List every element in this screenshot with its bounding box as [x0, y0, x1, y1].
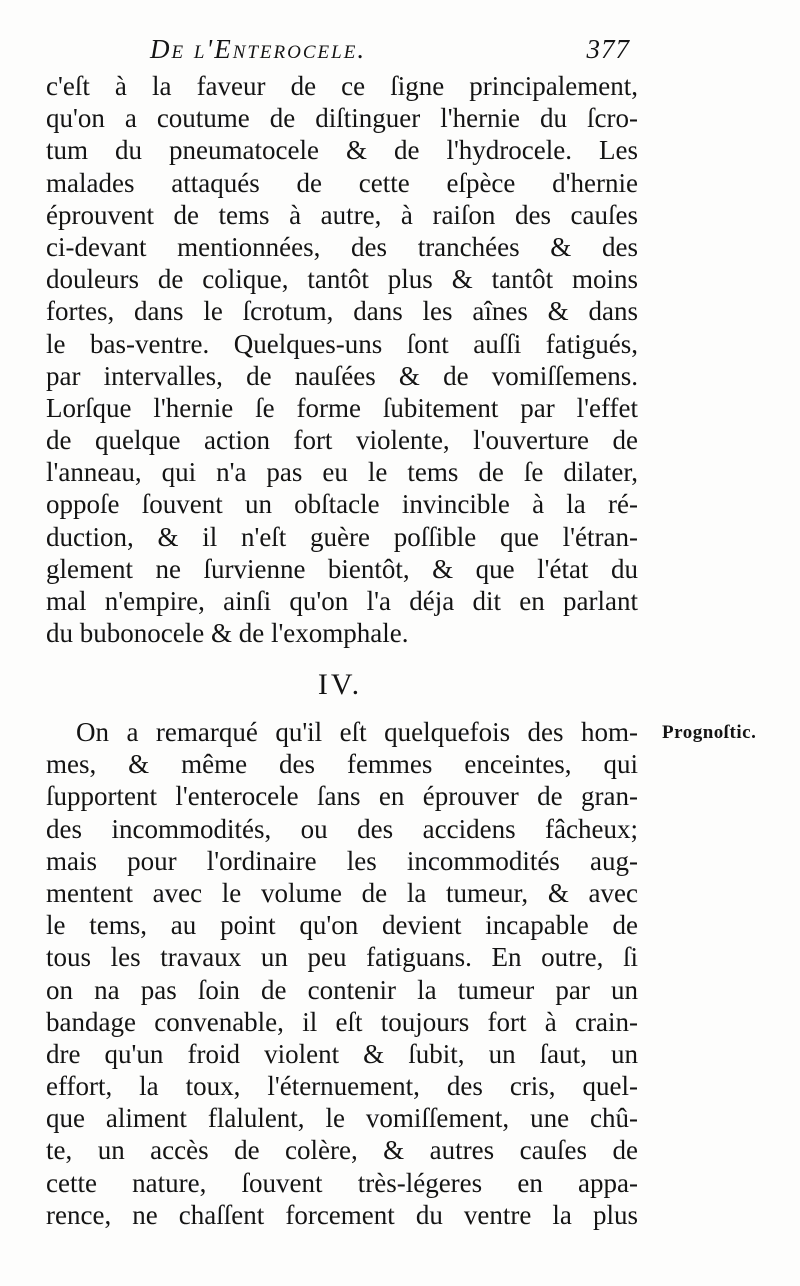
- paragraph-2: [46, 716, 638, 1231]
- text-line: des incommodités, ou des accidens fâcheux;: [46, 813, 638, 844]
- text-line: douleurs de colique, tantôt plus & tantôt moins: [46, 264, 638, 295]
- text-line: fortes, dans le ſcrotum, dans les aînes & dans: [46, 296, 638, 327]
- text-line: malades attaqués de cette eſpèce d'hernie: [46, 167, 638, 198]
- text-line: éprouvent de tems à autre, à raiſon des cauſes: [46, 199, 638, 230]
- text-line: par intervalles, de nauſées & de vomiſſemens.: [46, 360, 638, 391]
- text-line: effort, la toux, l'éternuement, des cris, quel-: [46, 1071, 638, 1102]
- text-line: tous les travaux un peu fatiguans. En outre, ſi: [46, 942, 638, 973]
- text-line: mentent avec le volume de la tumeur, & avec: [46, 877, 638, 908]
- text-line: oppoſe ſouvent un obſtacle invincible à la ré-: [46, 489, 638, 520]
- text-line: de quelque action fort violente, l'ouverture de: [46, 425, 638, 456]
- section-heading: IV.: [317, 668, 363, 701]
- text-line: l'anneau, qui n'a pas eu le tems de ſe dilater,: [46, 457, 638, 488]
- text-line: Lorſque l'hernie ſe forme ſubitement par l'effet: [46, 392, 638, 423]
- text-line: glement ne ſurvienne bientôt, & que l'état du: [46, 553, 638, 584]
- text-line: mais pour l'ordinaire les incommodités aug-: [46, 845, 638, 876]
- text-line: bandage convenable, il eſt toujours fort à crain-: [46, 1006, 638, 1037]
- text-line: qu'on a coutume de diſtinguer l'hernie du ſcro-: [46, 103, 638, 134]
- text-line: cette nature, ſouvent très-légeres en appa-: [46, 1167, 638, 1198]
- text-line: le tems, au point qu'on devient incapable de: [46, 910, 638, 941]
- text-line: dre qu'un froid violent & ſubit, un ſaut, un: [46, 1038, 638, 1069]
- text-line: ſupportent l'enterocele ſans en éprouver de gran-: [46, 781, 638, 812]
- text-line: ci-devant mentionnées, des tranchées & des: [46, 231, 638, 262]
- text-line: on na pas ſoin de contenir la tumeur par un: [46, 974, 638, 1005]
- text-line: On a remarqué qu'il eſt quelquefois des hom-: [76, 717, 638, 747]
- paragraph-1: [46, 70, 638, 649]
- text-line: tum du pneumatocele & de l'hydrocele. Les: [46, 135, 638, 166]
- text-line: rence, ne chaſſent forcement du ventre la plus: [46, 1199, 638, 1230]
- page-number: 377: [586, 34, 630, 64]
- margin-note: Prognoſtic.: [662, 722, 757, 743]
- running-header: [150, 30, 630, 70]
- text-line: c'eſt à la faveur de ce ſigne principalement,: [46, 71, 638, 101]
- text-line: duction, & il n'eſt guère poſſible que l'étran-: [46, 521, 638, 552]
- text-line: mal n'empire, ainſi qu'on l'a déja dit en parlant: [46, 586, 638, 616]
- text-line: mes, & même des femmes enceintes, qui: [46, 749, 638, 780]
- text-line: te, un accès de colère, & autres cauſes de: [46, 1135, 638, 1166]
- text-line: du bubonocele & de l'exomphale.: [46, 618, 409, 649]
- text-line: le bas-ventre. Quelques-uns ſont auſſi fatigués,: [46, 328, 638, 359]
- text-line: que aliment flalulent, le vomiſſement, une chû-: [46, 1103, 638, 1134]
- running-title: De l'Enterocele.: [150, 34, 367, 64]
